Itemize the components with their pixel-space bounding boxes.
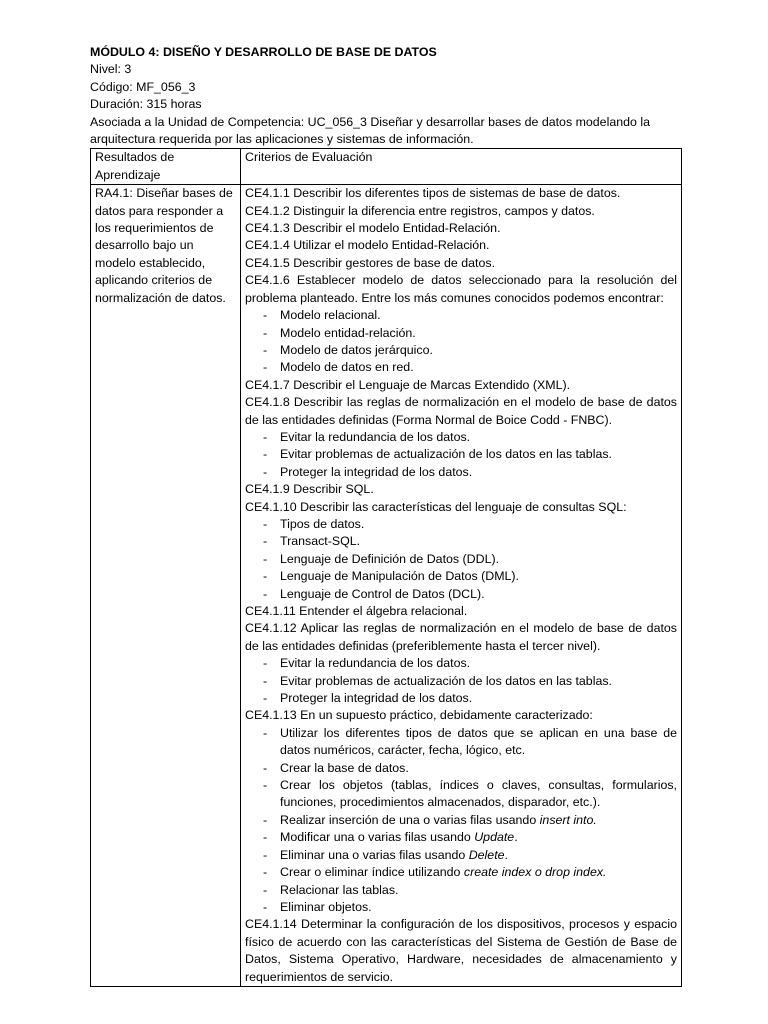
bullet-dash: -	[263, 899, 268, 914]
criterion-bullet	[245, 829, 677, 846]
bullet-text: Tipos de datos.	[280, 516, 365, 531]
bullet-dash: -	[263, 342, 268, 357]
bullet-emphasis: insert into.	[539, 812, 597, 827]
bullet-dash: -	[263, 325, 268, 340]
criterion-bullet	[245, 673, 677, 690]
bullet-dash: -	[263, 516, 268, 531]
bullet-text: Modelo relacional.	[280, 308, 381, 323]
bullet-dash: -	[263, 569, 268, 584]
criterion-item: CE4.1.13 En un supuesto práctico, debidamente caracterizado:	[245, 708, 593, 723]
bullet-text: Realizar inserción de una o varias filas usando insert into.	[280, 812, 597, 827]
bullet-text: Evitar la redundancia de los datos.	[280, 656, 471, 671]
module-duration: Duración: 315 horas	[90, 97, 202, 112]
header-evaluation-criteria: Criterios de Evaluación	[241, 149, 682, 185]
criterion-item: CE4.1.5 Describir gestores de base de datos.	[245, 255, 496, 270]
criterion-item: CE4.1.6 Establecer modelo de datos seleccionado para la resolución del problema planteado. Entre los más comunes conocidos podemos encontrar:	[245, 273, 677, 305]
bullet-dash: -	[263, 725, 268, 740]
bullet-text: Proteger la integridad de los datos.	[280, 464, 473, 479]
criterion-item: CE4.1.14 Determinar la configuración de los dispositivos, procesos y espacio físico de acuerdo con las características del Sistema de Gestión de Base de Datos, Sistema Operativo, Hardware, necesidades de almacenamiento y requerimientos de servicio.	[245, 917, 677, 984]
bullet-text: Crear la base de datos.	[280, 760, 409, 775]
criterion-bullet	[245, 516, 677, 533]
bullet-dash: -	[263, 830, 268, 845]
criterion-item: CE4.1.3 Describir el modelo Entidad-Relación.	[245, 221, 501, 236]
bullet-text: Crear los objetos (tablas, índices o claves, consultas, formularios, funciones, procedimientos almacenados, disparador, etc.).	[280, 778, 677, 810]
bullet-text: Proteger la integridad de los datos.	[280, 691, 473, 706]
bullet-dash: -	[263, 308, 268, 323]
criterion-bullet	[245, 586, 677, 603]
bullet-emphasis: create index o drop index.	[463, 865, 607, 880]
module-level: Nivel: 3	[90, 62, 132, 77]
criterion-bullet	[245, 568, 677, 585]
criteria-cell	[241, 185, 682, 987]
criterion-item: CE4.1.1 Describir los diferentes tipos de sistemas de base de datos.	[245, 186, 621, 201]
bullet-text: Lenguaje de Control de Datos (DCL).	[280, 586, 485, 601]
criterion-bullet	[245, 307, 677, 324]
bullet-dash: -	[263, 778, 268, 793]
criteria-table	[90, 148, 682, 987]
bullet-emphasis: Update	[474, 830, 515, 845]
criterion-bullet	[245, 533, 677, 550]
table-header-row	[91, 149, 682, 185]
module-code: Código: MF_056_3	[90, 79, 196, 94]
bullet-dash: -	[263, 656, 268, 671]
bullet-text: Lenguaje de Manipulación de Datos (DML).	[280, 569, 520, 584]
criterion-item: CE4.1.7 Describir el Lenguaje de Marcas Extendido (XML).	[245, 377, 571, 392]
learning-outcome-cell: RA4.1: Diseñar bases de datos para responder a los requerimientos de desarrollo bajo un modelo establecido, aplicando criterios de normalización de datos.	[91, 185, 241, 987]
criterion-bullet	[245, 777, 677, 812]
criterion-bullet	[245, 760, 677, 777]
criterion-bullet	[245, 847, 677, 864]
criterion-bullet	[245, 551, 677, 568]
bullet-dash: -	[263, 551, 268, 566]
competency-unit: Asociada a la Unidad de Competencia: UC_056_3 Diseñar y desarrollar bases de datos modelando la arquitectura requerida por las aplicaciones y sistemas de información.	[90, 114, 650, 147]
criterion-item: CE4.1.8 Describir las reglas de normalización en el modelo de base de datos de las entidades definidas (Forma Normal de Boice Codd - FNBC).	[245, 395, 677, 427]
bullet-dash: -	[263, 865, 268, 880]
bullet-text: Evitar la redundancia de los datos.	[280, 429, 471, 444]
bullet-dash: -	[263, 447, 268, 462]
bullet-dash: -	[263, 429, 268, 444]
bullet-emphasis: Delete	[468, 847, 505, 862]
bullet-text: Modelo entidad-relación.	[280, 325, 416, 340]
module-title: MÓDULO 4: DISEÑO Y DESARROLLO DE BASE DE DATOS	[90, 45, 437, 59]
document-page	[90, 44, 681, 987]
criterion-item: CE4.1.4 Utilizar el modelo Entidad-Relación.	[245, 238, 490, 253]
bullet-dash: -	[263, 812, 268, 827]
criterion-bullet	[245, 864, 677, 881]
criterion-bullet	[245, 446, 677, 463]
bullet-text: Evitar problemas de actualización de los datos en las tablas.	[280, 673, 612, 688]
bullet-dash: -	[263, 360, 268, 375]
bullet-text: Evitar problemas de actualización de los datos en las tablas.	[280, 447, 612, 462]
criterion-bullet	[245, 812, 677, 829]
criterion-bullet	[245, 429, 677, 446]
bullet-dash: -	[263, 464, 268, 479]
header-learning-outcomes: Resultados de Aprendizaje	[91, 149, 241, 185]
bullet-dash: -	[263, 760, 268, 775]
criterion-bullet	[245, 359, 677, 376]
criterion-bullet	[245, 655, 677, 672]
bullet-dash: -	[263, 534, 268, 549]
bullet-text: Modelo de datos jerárquico.	[280, 342, 433, 357]
bullet-text: Crear o eliminar índice utilizando create index o drop index.	[280, 865, 607, 880]
criterion-item: CE4.1.12 Aplicar las reglas de normalización en el modelo de base de datos de las entidades definidas (preferiblemente hasta el tercer nivel).	[245, 621, 677, 653]
bullet-text: Transact-SQL.	[280, 534, 361, 549]
bullet-dash: -	[263, 586, 268, 601]
table-row	[91, 185, 682, 987]
criterion-item: CE4.1.11 Entender el álgebra relacional.	[245, 604, 468, 618]
bullet-text: Relacionar las tablas.	[280, 882, 399, 897]
bullet-text: Lenguaje de Definición de Datos (DDL).	[280, 551, 500, 566]
criterion-bullet	[245, 899, 677, 916]
bullet-dash: -	[263, 882, 268, 897]
criterion-bullet	[245, 690, 677, 707]
bullet-text: Modelo de datos en red.	[280, 360, 414, 375]
criterion-item: CE4.1.10 Describir las características del lenguaje de consultas SQL:	[245, 499, 627, 514]
bullet-text: Eliminar una o varias filas usando Delete.	[280, 847, 508, 862]
criterion-bullet	[245, 464, 677, 481]
bullet-text: Utilizar los diferentes tipos de datos que se aplican en una base de datos numéricos, carácter, fecha, lógico, etc.	[280, 725, 677, 758]
criterion-item: CE4.1.2 Distinguir la diferencia entre registros, campos y datos.	[245, 203, 595, 218]
criterion-bullet	[245, 342, 677, 359]
bullet-text: Eliminar objetos.	[280, 899, 372, 914]
bullet-dash: -	[263, 691, 268, 706]
criterion-bullet	[245, 325, 677, 342]
bullet-text: Modificar una o varias filas usando Update.	[280, 830, 518, 845]
criterion-bullet	[245, 725, 677, 760]
bullet-dash: -	[263, 673, 268, 688]
bullet-dash: -	[263, 847, 268, 862]
criterion-item: CE4.1.9 Describir SQL.	[245, 482, 374, 497]
criterion-bullet	[245, 882, 677, 899]
